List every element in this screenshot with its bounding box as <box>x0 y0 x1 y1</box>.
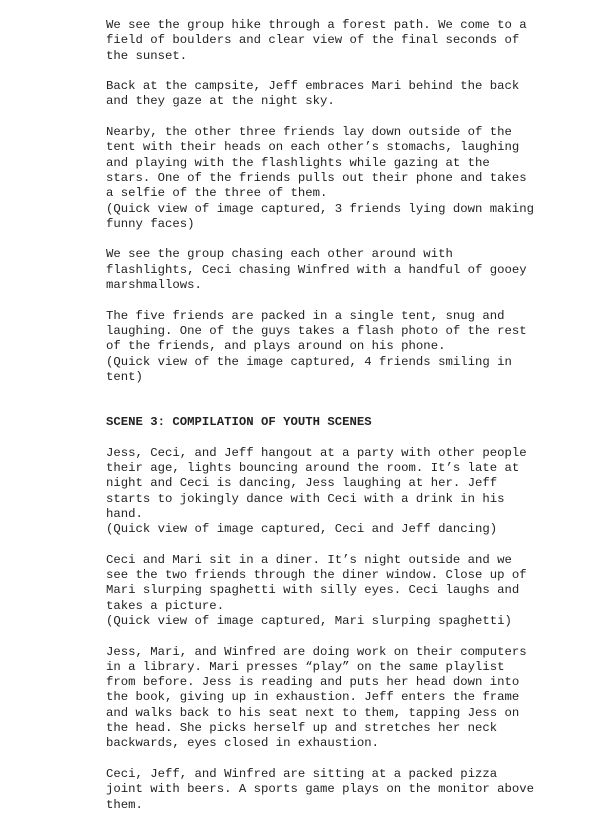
action-paragraph: Jess, Mari, and Winfred are doing work on their computers in a library. Mari presses “play” on the same playlist from before. Jess is reading and puts her head down into the book, giving up in exhaustion. Jeff enters the frame and walks back to his seat next to them, tapping Jess on the head. She picks herself up and stretches her neck backwards, eyes closed in exhaustion. <box>106 644 527 751</box>
action-paragraph: We see the group hike through a forest path. We come to a field of boulders and clear view of the final seconds of the sunset. <box>106 18 527 63</box>
scene-heading: SCENE 3: COMPILATION OF YOUTH SCENES <box>106 415 372 430</box>
action-block <box>106 309 536 385</box>
parenthetical-note: (Quick view of image captured, 3 friends lying down making funny faces) <box>106 201 535 231</box>
action-block <box>106 553 536 629</box>
action-paragraph: Ceci and Mari sit in a diner. It’s night outside and we see the two friends through the diner window. Close up of Mari slurping spaghetti with silly eyes. Ceci laughs and takes a picture. <box>106 552 527 613</box>
parenthetical-note: (Quick view of image captured, Ceci and Jeff dancing) <box>106 522 498 537</box>
action-paragraph: Back at the campsite, Jeff embraces Mari behind the back and they gaze at the night sky. <box>106 79 520 109</box>
script-page <box>106 18 536 828</box>
action-paragraph: Nearby, the other three friends lay down outside of the tent with their heads on each other’s stomachs, laughing and playing with the flashlights while gazing at the stars. One of the friends pulls out their phone and takes a selfie of the three of them. <box>106 125 527 201</box>
action-block <box>106 125 536 232</box>
action-paragraph: Jess, Ceci, and Jeff hangout at a party with other people their age, lights bouncing around the room. It’s late at night and Ceci is dancing, Jess laughing at her. Jeff starts to jokingly dance with Ceci with a drink in his hand. <box>106 445 527 521</box>
parenthetical-note: (Quick view of image captured, Mari slurping spaghetti) <box>106 613 512 628</box>
parenthetical-note: (Quick view of the image captured, 4 friends smiling in tent) <box>106 354 512 384</box>
action-paragraph: The five friends are packed in a single tent, snug and laughing. One of the guys takes a flash photo of the rest of the friends, and plays around on his phone. <box>106 308 527 354</box>
action-block <box>106 446 536 538</box>
action-paragraph: We see the group chasing each other around with flashlights, Ceci chasing Winfred with a handful of gooey marshmallows. <box>106 247 527 293</box>
action-paragraph: Ceci, Jeff, and Winfred are sitting at a packed pizza joint with beers. A sports game plays on the monitor above them. <box>106 766 535 812</box>
